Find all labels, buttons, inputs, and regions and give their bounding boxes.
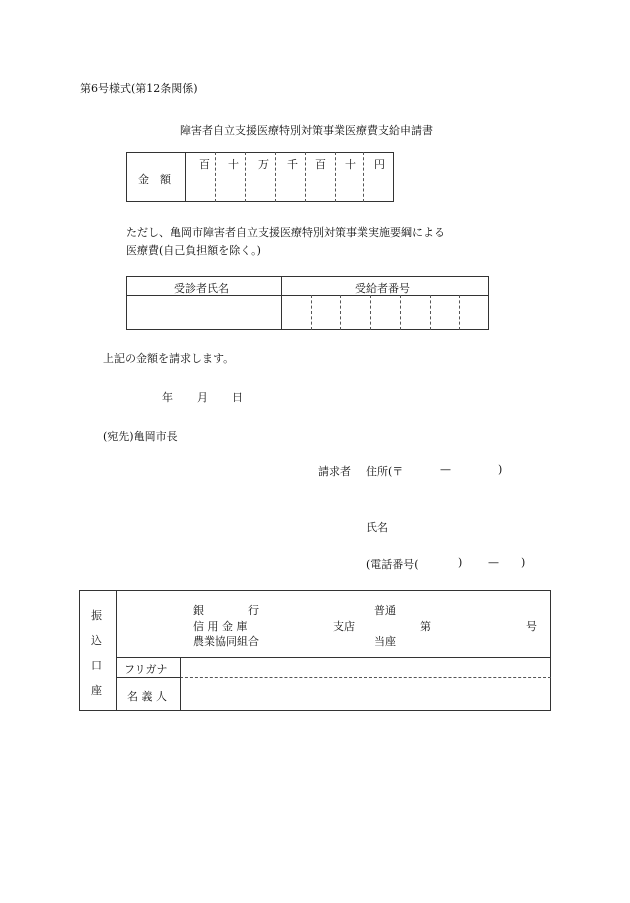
bank-label: 銀 行	[193, 604, 259, 617]
phone-close: )	[521, 556, 526, 569]
date-month: 月	[197, 391, 208, 404]
digit-hundred: 百	[315, 158, 326, 171]
date-year: 年	[162, 391, 173, 404]
account-current: 当座	[374, 635, 396, 648]
amount-label: 金 額	[138, 173, 171, 186]
patient-name-header: 受診者氏名	[174, 282, 229, 295]
phone-label: (電話番号(	[366, 558, 419, 571]
proviso-line2: 医療費(自己負担額を除く。)	[126, 244, 261, 257]
side-char-kuchi: 口	[91, 659, 102, 672]
address-dash: —	[440, 463, 451, 476]
furigana-label: フリガナ	[124, 663, 168, 676]
patient-name-field[interactable]	[128, 297, 279, 328]
claimant-label: 請求者	[318, 465, 351, 478]
branch-label: 支店	[333, 620, 355, 633]
phone-close-paren: )	[458, 556, 463, 569]
account-number-prefix: 第	[420, 620, 431, 633]
agri-coop-label: 農業協同組合	[193, 635, 259, 648]
digit-man: 万	[258, 158, 269, 171]
proviso-line1: ただし、亀岡市障害者自立支援医療特別対策事業実施要綱による	[126, 226, 445, 239]
digit-yen: 円	[374, 158, 385, 171]
address-label: 住所(〒	[366, 465, 404, 478]
request-text: 上記の金額を請求します。	[103, 352, 235, 365]
side-char-komi: 込	[91, 634, 102, 647]
digit-ten-man: 十	[228, 158, 239, 171]
account-regular: 普通	[374, 604, 396, 617]
recipient-number-field[interactable]	[283, 297, 487, 328]
recipient-number-header: 受給者番号	[355, 282, 410, 295]
account-number-suffix: 号	[526, 620, 537, 633]
phone-dash: —	[488, 556, 499, 569]
side-char-furi: 振	[91, 609, 102, 622]
form-number: 第6号様式(第12条関係)	[80, 82, 198, 95]
form-title: 障害者自立支援医療特別対策事業医療費支給申請書	[180, 124, 433, 137]
digit-hundred-man: 百	[199, 158, 210, 171]
date-day: 日	[232, 391, 243, 404]
address-close: )	[498, 463, 503, 476]
holder-label: 名 義 人	[127, 690, 167, 703]
credit-union-label: 信 用 金 庫	[193, 620, 248, 633]
digit-ten: 十	[345, 158, 356, 171]
furigana-field[interactable]	[182, 659, 549, 676]
name-label: 氏名	[366, 521, 388, 534]
side-char-za: 座	[91, 684, 102, 697]
addressee: (宛先)亀岡市長	[103, 430, 178, 443]
account-holder-field[interactable]	[182, 679, 549, 709]
digit-thousand: 千	[287, 158, 298, 171]
